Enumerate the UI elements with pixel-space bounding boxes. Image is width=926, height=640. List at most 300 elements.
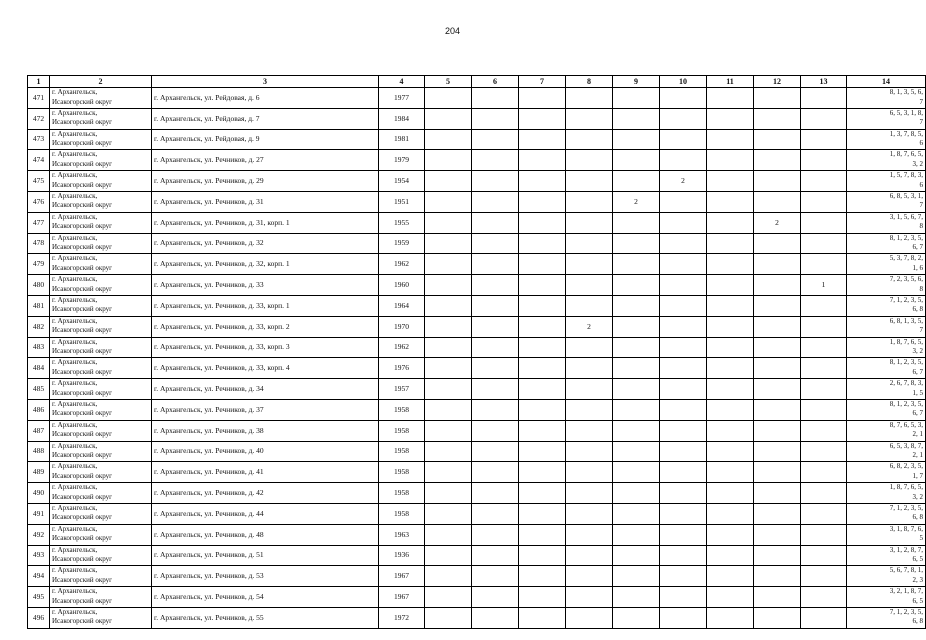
order-cell [847,295,926,316]
order-cell [847,254,926,275]
column-header: 11 [707,76,754,88]
value-cell [566,233,613,254]
row-number-cell: 483 [28,337,50,358]
year-cell: 1959 [379,233,425,254]
value-cell [801,254,847,275]
place-line-city: г. Архангельск, [52,129,98,138]
row-number-cell: 492 [28,524,50,545]
place-line-city: г. Архангельск, [52,587,98,596]
value-cell [519,587,566,608]
value-cell [425,545,472,566]
value-cell [425,254,472,275]
value-cell [472,524,519,545]
order-line-2: 6, 8 [912,617,923,626]
order-line-2: 2, 1 [912,451,923,460]
value-cell [707,358,754,379]
value-cell [425,191,472,212]
value-cell: 2 [660,171,707,192]
table-row [28,129,926,150]
place-cell [50,441,152,462]
value-cell [660,462,707,483]
table-row [28,108,926,129]
order-line-1: 6, 8, 5, 3, 1, [889,191,923,200]
value-cell [613,379,660,400]
value-cell [566,191,613,212]
place-line-city: г. Архангельск, [52,462,98,471]
column-header: 7 [519,76,566,88]
order-line-2: 7 [919,97,923,106]
value-cell [613,483,660,504]
row-number-cell: 496 [28,607,50,628]
year-cell: 1963 [379,524,425,545]
value-cell [425,150,472,171]
order-line-2: 6, 5 [912,596,923,605]
value-cell [613,150,660,171]
value-cell [425,337,472,358]
row-number-cell: 475 [28,171,50,192]
column-header: 13 [801,76,847,88]
value-cell [801,233,847,254]
value-cell [613,503,660,524]
column-header: 3 [152,76,379,88]
place-cell [50,566,152,587]
place-cell [50,191,152,212]
row-number-cell: 494 [28,566,50,587]
place-cell [50,337,152,358]
value-cell [613,545,660,566]
place-cell [50,503,152,524]
value-cell [801,441,847,462]
order-cell [847,337,926,358]
column-header: 9 [613,76,660,88]
place-cell [50,545,152,566]
value-cell [519,399,566,420]
value-cell [660,441,707,462]
row-number-cell: 471 [28,88,50,109]
value-cell [519,108,566,129]
row-number-cell: 480 [28,275,50,296]
table-row [28,171,926,192]
year-cell: 1962 [379,337,425,358]
value-cell [660,399,707,420]
value-cell [754,108,801,129]
address-cell: г. Архангельск, ул. Речников, д. 48 [152,524,379,545]
order-line-1: 3, 1, 8, 7, 6, [889,524,923,533]
value-cell [472,275,519,296]
value-cell [519,129,566,150]
value-cell [472,420,519,441]
table-row [28,483,926,504]
place-line-district: Исакогорский округ [52,305,113,314]
table-row [28,233,926,254]
value-cell [519,462,566,483]
value-cell [613,462,660,483]
value-cell [613,441,660,462]
year-cell: 1958 [379,420,425,441]
order-line-1: 7, 1, 2, 3, 5, [889,607,923,616]
place-cell [50,150,152,171]
order-cell [847,379,926,400]
value-cell [425,295,472,316]
place-cell [50,275,152,296]
value-cell [754,545,801,566]
order-cell [847,316,926,337]
value-cell [472,545,519,566]
value-cell [801,191,847,212]
place-line-district: Исакогорский округ [52,139,113,148]
value-cell [613,420,660,441]
value-cell [754,379,801,400]
order-line-2: 2, 1 [912,430,923,439]
value-cell [613,566,660,587]
value-cell [519,441,566,462]
address-cell: г. Архангельск, ул. Речников, д. 33, корп. 3 [152,337,379,358]
value-cell [754,88,801,109]
table-row [28,254,926,275]
value-cell [660,524,707,545]
value-cell [801,358,847,379]
value-cell [613,129,660,150]
year-cell: 1964 [379,295,425,316]
value-cell [754,503,801,524]
value-cell [613,233,660,254]
place-cell [50,587,152,608]
address-cell: г. Архангельск, ул. Речников, д. 53 [152,566,379,587]
place-line-district: Исакогорский округ [52,159,113,168]
value-cell [801,129,847,150]
value-cell [660,316,707,337]
column-header: 12 [754,76,801,88]
value-cell [566,545,613,566]
place-cell [50,358,152,379]
place-line-district: Исакогорский округ [52,97,113,106]
column-header: 1 [28,76,50,88]
value-cell [754,316,801,337]
order-cell [847,275,926,296]
value-cell [566,379,613,400]
place-cell [50,607,152,628]
order-line-2: 6, 7 [912,243,923,252]
value-cell [754,150,801,171]
value-cell [707,399,754,420]
value-cell [754,191,801,212]
order-line-1: 1, 8, 7, 6, 5, [889,150,923,159]
value-cell [707,295,754,316]
value-cell [754,462,801,483]
place-cell [50,108,152,129]
value-cell [566,212,613,233]
year-cell: 1970 [379,316,425,337]
place-line-city: г. Архангельск, [52,316,98,325]
value-cell [566,88,613,109]
year-cell: 1962 [379,254,425,275]
order-line-2: 2, 3 [912,575,923,584]
value-cell [754,483,801,504]
buildings-table [27,75,926,629]
order-line-1: 1, 8, 7, 6, 5, [889,483,923,492]
year-cell: 1951 [379,191,425,212]
row-number-cell: 481 [28,295,50,316]
value-cell [613,524,660,545]
order-line-2: 8 [919,284,923,293]
value-cell [566,503,613,524]
value-cell [519,483,566,504]
table-row [28,462,926,483]
year-cell: 1979 [379,150,425,171]
table-row [28,337,926,358]
value-cell [660,483,707,504]
place-line-district: Исакогорский округ [52,575,113,584]
value-cell [660,233,707,254]
value-cell [425,587,472,608]
year-cell: 1976 [379,358,425,379]
table-row [28,275,926,296]
address-cell: г. Архангельск, ул. Речников, д. 44 [152,503,379,524]
order-line-1: 3, 1, 5, 6, 7, [889,212,923,221]
order-cell [847,462,926,483]
place-line-district: Исакогорский округ [52,596,113,605]
order-line-2: 6 [919,139,923,148]
value-cell [566,607,613,628]
place-cell [50,316,152,337]
place-line-district: Исакогорский округ [52,451,113,460]
place-cell [50,88,152,109]
place-line-city: г. Архангельск, [52,171,98,180]
value-cell [660,503,707,524]
place-line-district: Исакогорский округ [52,388,113,397]
value-cell [754,587,801,608]
address-cell: г. Архангельск, ул. Речников, д. 51 [152,545,379,566]
value-cell [660,275,707,296]
order-line-2: 7 [919,118,923,127]
order-line-1: 7, 1, 2, 3, 5, [889,295,923,304]
order-line-2: 3, 2 [912,492,923,501]
value-cell [754,129,801,150]
value-cell [754,337,801,358]
table-row [28,420,926,441]
year-cell: 1957 [379,379,425,400]
column-header: 10 [660,76,707,88]
row-number-cell: 472 [28,108,50,129]
value-cell [660,420,707,441]
value-cell [754,524,801,545]
value-cell [425,358,472,379]
value-cell [425,566,472,587]
row-number-cell: 474 [28,150,50,171]
column-header: 8 [566,76,613,88]
year-cell: 1958 [379,462,425,483]
value-cell [566,483,613,504]
table-header-row [28,76,926,88]
value-cell [660,191,707,212]
value-cell [613,254,660,275]
order-line-1: 2, 6, 7, 8, 3, [889,379,923,388]
value-cell [801,503,847,524]
value-cell [707,545,754,566]
place-line-city: г. Архангельск, [52,607,98,616]
value-cell [754,171,801,192]
row-number-cell: 473 [28,129,50,150]
value-cell [660,337,707,358]
value-cell [566,275,613,296]
value-cell [566,150,613,171]
year-cell: 1958 [379,483,425,504]
row-number-cell: 485 [28,379,50,400]
row-number-cell: 489 [28,462,50,483]
place-line-city: г. Архангельск, [52,358,98,367]
order-cell [847,358,926,379]
value-cell [519,212,566,233]
year-cell: 1954 [379,171,425,192]
place-line-district: Исакогорский округ [52,430,113,439]
table-row [28,566,926,587]
value-cell [801,566,847,587]
value-cell [754,607,801,628]
place-line-district: Исакогорский округ [52,555,113,564]
value-cell [566,358,613,379]
place-line-district: Исакогорский округ [52,263,113,272]
value-cell [425,171,472,192]
order-line-1: 8, 1, 3, 5, 6, [889,88,923,96]
value-cell [613,399,660,420]
value-cell [707,150,754,171]
value-cell [660,607,707,628]
value-cell [660,379,707,400]
address-cell: г. Архангельск, ул. Речников, д. 34 [152,379,379,400]
value-cell [566,441,613,462]
value-cell [707,233,754,254]
order-line-1: 8, 1, 2, 3, 5, [889,358,923,367]
value-cell [707,587,754,608]
place-line-city: г. Архангельск, [52,254,98,263]
order-cell [847,171,926,192]
year-cell: 1977 [379,88,425,109]
place-line-city: г. Архангельск, [52,566,98,575]
value-cell [425,108,472,129]
value-cell [425,524,472,545]
year-cell: 1958 [379,399,425,420]
value-cell [707,483,754,504]
value-cell [472,191,519,212]
order-line-2: 6, 5 [912,555,923,564]
order-cell [847,399,926,420]
address-cell: г. Архангельск, ул. Речников, д. 31 [152,191,379,212]
order-line-1: 6, 5, 3, 8, 7, [889,441,923,450]
order-line-1: 3, 2, 1, 8, 7, [889,587,923,596]
value-cell [425,316,472,337]
row-number-cell: 490 [28,483,50,504]
value-cell [613,108,660,129]
value-cell [425,379,472,400]
value-cell [472,399,519,420]
value-cell [425,88,472,109]
value-cell [425,233,472,254]
place-line-city: г. Архангельск, [52,399,98,408]
order-cell [847,420,926,441]
address-cell: г. Архангельск, ул. Речников, д. 32 [152,233,379,254]
table-row [28,379,926,400]
value-cell [425,129,472,150]
place-cell [50,254,152,275]
value-cell [707,171,754,192]
value-cell [660,129,707,150]
place-line-city: г. Архангельск, [52,379,98,388]
row-number-cell: 491 [28,503,50,524]
value-cell [472,379,519,400]
value-cell [613,316,660,337]
order-line-2: 5 [919,534,923,543]
value-cell [566,108,613,129]
place-line-city: г. Архангельск, [52,483,98,492]
value-cell [801,545,847,566]
value-cell [519,150,566,171]
place-line-district: Исакогорский округ [52,492,113,501]
address-cell: г. Архангельск, ул. Речников, д. 42 [152,483,379,504]
value-cell [707,607,754,628]
value-cell [472,587,519,608]
place-line-city: г. Архангельск, [52,108,98,117]
value-cell [801,524,847,545]
value-cell [754,399,801,420]
value-cell [472,254,519,275]
column-header: 5 [425,76,472,88]
value-cell [660,212,707,233]
value-cell [707,379,754,400]
address-cell: г. Архангельск, ул. Речников, д. 33, корп. 4 [152,358,379,379]
column-header: 4 [379,76,425,88]
value-cell [707,420,754,441]
place-line-city: г. Архангельск, [52,441,98,450]
value-cell [519,379,566,400]
value-cell [613,295,660,316]
value-cell [613,358,660,379]
order-line-2: 3, 2 [912,347,923,356]
value-cell [566,295,613,316]
value-cell [425,212,472,233]
value-cell [707,129,754,150]
value-cell [472,233,519,254]
value-cell [472,212,519,233]
value-cell [707,108,754,129]
value-cell [566,254,613,275]
value-cell [613,171,660,192]
value-cell [707,254,754,275]
value-cell [707,524,754,545]
row-number-cell: 495 [28,587,50,608]
place-line-city: г. Архангельск, [52,545,98,554]
address-cell: г. Архангельск, ул. Речников, д. 55 [152,607,379,628]
value-cell [425,503,472,524]
address-cell: г. Архангельск, ул. Речников, д. 41 [152,462,379,483]
value-cell [754,358,801,379]
order-cell [847,503,926,524]
address-cell: г. Архангельск, ул. Речников, д. 27 [152,150,379,171]
place-line-district: Исакогорский округ [52,367,113,376]
value-cell [754,441,801,462]
address-cell: г. Архангельск, ул. Речников, д. 33, корп. 2 [152,316,379,337]
order-line-1: 6, 5, 3, 1, 8, [889,108,923,117]
value-cell [519,233,566,254]
table-row [28,212,926,233]
value-cell [613,88,660,109]
value-cell [519,254,566,275]
column-header: 14 [847,76,926,88]
address-cell: г. Архангельск, ул. Речников, д. 54 [152,587,379,608]
table-row [28,150,926,171]
year-cell: 1967 [379,566,425,587]
value-cell [472,462,519,483]
place-cell [50,295,152,316]
